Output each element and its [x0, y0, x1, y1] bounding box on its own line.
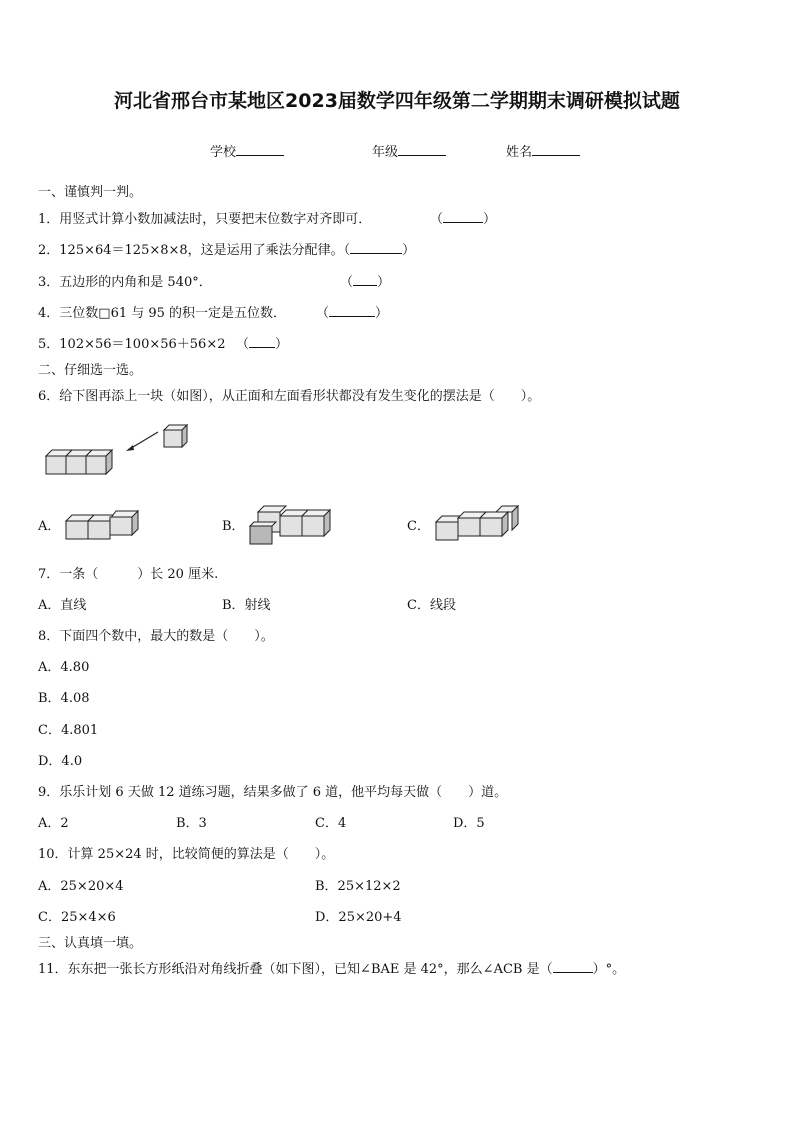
name-label: 姓名 [506, 145, 533, 160]
grade-blank[interactable] [398, 143, 446, 156]
question-number: 3． [38, 275, 60, 290]
name-blank[interactable] [532, 143, 580, 156]
question-tail: ）°。 [592, 962, 626, 977]
q9-option-d[interactable]: D．5 [453, 816, 485, 831]
question-number: 10． [38, 847, 68, 862]
q7-option-c[interactable]: C．线段 [407, 598, 456, 613]
q8-option-b[interactable]: B．4.08 [38, 691, 90, 706]
section-2-heading: 二、仔细选一选。 [38, 363, 143, 378]
q8-option-c[interactable]: C．4.801 [38, 723, 99, 738]
question-text: 计算 25×24 时，比较简便的算法是（ ）。 [67, 847, 335, 862]
q8-option-d[interactable]: D．4.0 [38, 754, 83, 769]
answer-2-blank[interactable] [350, 242, 402, 254]
q6-option-b-figure[interactable] [244, 500, 340, 548]
question-8 [38, 625, 274, 644]
question-number: 8． [38, 629, 60, 644]
question-2 [38, 239, 415, 258]
question-number: 6． [38, 389, 60, 404]
question-number: 5． [38, 337, 60, 352]
question-text: 一条（ ）长 20 厘米. [59, 567, 219, 582]
question-10 [38, 843, 334, 862]
grade-field [372, 141, 446, 160]
answer-4[interactable]: （ ） [316, 306, 389, 321]
question-text: 下面四个数中，最大的数是（ ）。 [59, 629, 274, 644]
q6-option-a-label[interactable]: A． [38, 519, 61, 534]
q6-option-c-label[interactable]: C． [407, 519, 430, 534]
answer-11-blank[interactable] [553, 961, 593, 973]
question-6 [38, 385, 540, 404]
name-field [506, 141, 580, 160]
q8-option-a[interactable]: A．4.80 [38, 660, 90, 675]
question-9 [38, 781, 507, 800]
question-text: 给下图再添上一块（如图），从正面和左面看形状都没有发生变化的摆法是（ ）。 [59, 389, 541, 404]
q6-option-a-figure[interactable] [62, 503, 152, 545]
school-blank[interactable] [236, 143, 284, 156]
q9-option-a[interactable]: A．2 [38, 816, 69, 831]
answer-3[interactable]: （ ） [340, 275, 391, 290]
q10-option-c[interactable]: C．25×4×6 [38, 910, 116, 925]
question-text: 乐乐计划 6 天做 12 道练习题，结果多做了 6 道，他平均每天做（ ）道。 [59, 785, 508, 800]
question-text: 五边形的内角和是 540°． [59, 275, 212, 290]
q10-option-b[interactable]: B．25×12×2 [315, 879, 401, 894]
question-4 [38, 302, 286, 321]
q10-option-d[interactable]: D．25×20+4 [315, 910, 402, 925]
section-1-heading: 一、谨慎判一判。 [38, 185, 143, 200]
question-text: 东东把一张长方形纸沿对角线折叠（如下图），已知∠BAE 是 42°，那么∠ACB 是（ [67, 962, 553, 977]
question-number: 7． [38, 567, 60, 582]
grade-label: 年级 [372, 145, 399, 160]
question-5 [38, 333, 225, 352]
school-field [210, 141, 284, 160]
question-11 [38, 958, 625, 977]
question-number: 9． [38, 785, 60, 800]
question-number: 11． [38, 962, 68, 977]
section-3-heading: 三、认真填一填。 [38, 936, 143, 951]
question-text: 用竖式计算小数加减法时，只要把末位数字对齐即可． [59, 212, 372, 227]
q9-option-b[interactable]: B．3 [176, 816, 207, 831]
q6-option-c-figure[interactable] [432, 502, 528, 546]
q7-option-a[interactable]: A．直线 [38, 598, 87, 613]
answer-5[interactable]: （ ） [236, 337, 289, 352]
question-tail: ） [402, 243, 416, 258]
question-text: 102×56＝100×56＋56×2 [59, 337, 226, 352]
question-1 [38, 208, 371, 227]
question-number: 2． [38, 243, 60, 258]
q6-option-b-label[interactable]: B． [222, 519, 245, 534]
question-text: 三位数□61 与 95 的积一定是五位数． [59, 306, 287, 321]
question-number: 1． [38, 212, 60, 227]
question-number: 4． [38, 306, 60, 321]
q7-option-b[interactable]: B．射线 [222, 598, 271, 613]
question-7 [38, 563, 218, 582]
q9-option-c[interactable]: C．4 [315, 816, 347, 831]
cube-row-figure [40, 420, 200, 480]
question-text: 125×64＝125×8×8，这是运用了乘法分配律。（ [59, 243, 351, 258]
page-title: 河北省邢台市某地区2023届数学四年级第二学期期末调研模拟试题 [114, 90, 680, 112]
school-label: 学校 [210, 145, 237, 160]
answer-1[interactable]: （ ） [430, 212, 497, 227]
q10-option-a[interactable]: A．25×20×4 [38, 879, 124, 894]
question-3 [38, 271, 212, 290]
